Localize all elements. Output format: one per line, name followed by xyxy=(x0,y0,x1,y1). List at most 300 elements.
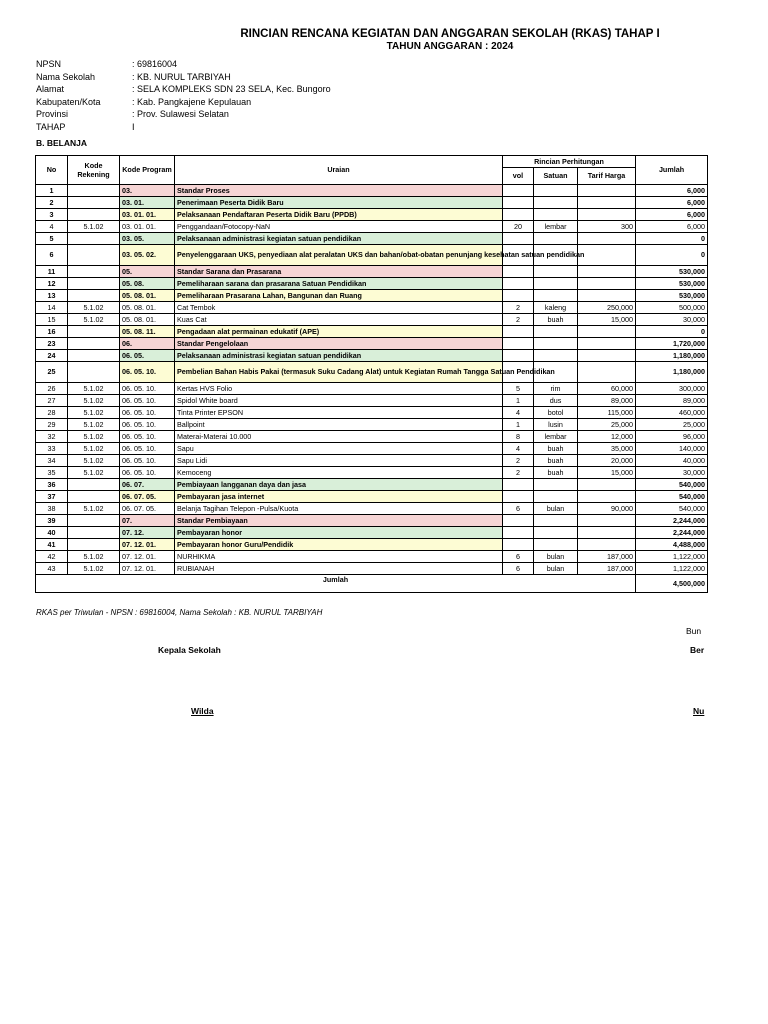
table-row xyxy=(36,527,708,539)
cell-kode-program: 03. 05. xyxy=(120,233,175,245)
cell-tarif: 300 xyxy=(578,221,636,233)
cell-uraian: Belanja Tagihan Telepon -Pulsa/Kuota xyxy=(175,503,503,515)
cell-satuan: buah xyxy=(534,455,578,467)
total-value: 4,500,000 xyxy=(636,575,708,593)
cell-vol xyxy=(503,527,534,539)
cell-satuan: bulan xyxy=(534,563,578,575)
cell-vol xyxy=(503,491,534,503)
cell-tarif xyxy=(578,278,636,290)
info-row xyxy=(36,59,436,72)
cell-uraian: Kemoceng xyxy=(175,467,503,479)
cell-tarif xyxy=(578,539,636,551)
cell-uraian: Sapu Lidi xyxy=(175,455,503,467)
cell-vol: 1 xyxy=(503,395,534,407)
cell-no: 37 xyxy=(36,491,68,503)
cell-tarif: 89,000 xyxy=(578,395,636,407)
cell-jumlah: 6,000 xyxy=(636,221,708,233)
cell-kode-program: 06. 05. 10. xyxy=(120,467,175,479)
cell-uraian: Pembayaran honor Guru/Pendidik xyxy=(175,539,503,551)
cell-tarif xyxy=(578,362,636,383)
cell-tarif xyxy=(578,515,636,527)
cell-satuan xyxy=(534,290,578,302)
cell-vol xyxy=(503,266,534,278)
cell-satuan: dus xyxy=(534,395,578,407)
cell-kode-program: 06. 05. xyxy=(120,350,175,362)
cell-no: 26 xyxy=(36,383,68,395)
cell-uraian: Standar Sarana dan Prasarana xyxy=(175,266,503,278)
cell-jumlah: 1,720,000 xyxy=(636,338,708,350)
cell-no: 35 xyxy=(36,467,68,479)
cell-vol: 6 xyxy=(503,503,534,515)
info-label: NPSN xyxy=(36,59,62,69)
cell-vol: 20 xyxy=(503,221,534,233)
cell-jumlah: 530,000 xyxy=(636,266,708,278)
cell-kode-rekening xyxy=(68,326,120,338)
document-title: RINCIAN RENCANA KEGIATAN DAN ANGGARAN SEKOLAH (RKAS) TAHAP I xyxy=(240,28,660,40)
cell-uraian: Kertas HVS Folio xyxy=(175,383,503,395)
table-row xyxy=(36,407,708,419)
cell-vol xyxy=(503,515,534,527)
cell-vol xyxy=(503,209,534,221)
info-value: : SELA KOMPLEKS SDN 23 SELA, Kec. Bungoro xyxy=(132,84,331,94)
cell-satuan: buah xyxy=(534,443,578,455)
signature-right-title: Ber xyxy=(690,645,705,655)
cell-satuan xyxy=(534,338,578,350)
cell-satuan xyxy=(534,527,578,539)
info-value: : Prov. Sulawesi Selatan xyxy=(132,109,229,119)
cell-kode-program: 05. 08. 01. xyxy=(120,314,175,326)
cell-satuan xyxy=(534,350,578,362)
cell-kode-program: 06. 05. 10. xyxy=(120,419,175,431)
info-value: : Kab. Pangkajene Kepulauan xyxy=(132,96,252,107)
cell-tarif: 15,000 xyxy=(578,467,636,479)
cell-satuan xyxy=(534,479,578,491)
cell-kode-rekening: 5.1.02 xyxy=(68,383,120,395)
cell-kode-rekening: 5.1.02 xyxy=(68,443,120,455)
cell-jumlah: 6,000 xyxy=(636,185,708,197)
info-row xyxy=(36,84,436,97)
cell-kode-program: 07. xyxy=(120,515,175,527)
signature-place-date: Bun xyxy=(686,626,702,636)
cell-no: 39 xyxy=(36,515,68,527)
cell-kode-program: 06. 07. 05. xyxy=(120,491,175,503)
cell-kode-rekening: 5.1.02 xyxy=(68,395,120,407)
cell-tarif: 60,000 xyxy=(578,383,636,395)
cell-satuan xyxy=(534,515,578,527)
cell-uraian: Pengadaan alat permainan edukatif (APE) xyxy=(175,326,503,338)
cell-kode-rekening xyxy=(68,338,120,350)
cell-kode-program: 06. xyxy=(120,338,175,350)
cell-kode-program: 03. 05. 02. xyxy=(120,245,175,266)
cell-jumlah: 540,000 xyxy=(636,491,708,503)
signature-right-name: Nu xyxy=(693,706,705,716)
signature-left-name: Wilda xyxy=(191,706,214,716)
cell-jumlah: 530,000 xyxy=(636,290,708,302)
cell-no: 38 xyxy=(36,503,68,515)
header-kode-program: Kode Program xyxy=(120,156,175,185)
cell-kode-rekening xyxy=(68,185,120,197)
cell-kode-program: 05. 08. 11. xyxy=(120,326,175,338)
cell-uraian: Pembayaran honor xyxy=(175,527,503,539)
cell-satuan: bulan xyxy=(534,503,578,515)
table-row xyxy=(36,431,708,443)
table-row xyxy=(36,503,708,515)
header-uraian: Uraian xyxy=(175,156,503,185)
cell-tarif xyxy=(578,245,636,266)
cell-tarif xyxy=(578,350,636,362)
cell-uraian: Standar Proses xyxy=(175,185,503,197)
cell-vol xyxy=(503,539,534,551)
cell-uraian: RUBIANAH xyxy=(175,563,503,575)
cell-no: 40 xyxy=(36,527,68,539)
cell-jumlah: 2,244,000 xyxy=(636,527,708,539)
cell-satuan: lembar xyxy=(534,221,578,233)
cell-satuan xyxy=(534,326,578,338)
cell-tarif: 115,000 xyxy=(578,407,636,419)
cell-kode-rekening xyxy=(68,527,120,539)
cell-uraian: Sapu xyxy=(175,443,503,455)
school-info xyxy=(36,59,436,134)
cell-jumlah: 2,244,000 xyxy=(636,515,708,527)
cell-tarif xyxy=(578,527,636,539)
cell-no: 11 xyxy=(36,266,68,278)
cell-uraian: Penyelenggaraan UKS, penyediaan alat peralatan UKS dan bahan/obat-obatan penunjang kesehatan satuan pendidikan xyxy=(175,245,503,266)
cell-tarif: 187,000 xyxy=(578,563,636,575)
cell-tarif: 187,000 xyxy=(578,551,636,563)
cell-jumlah: 540,000 xyxy=(636,479,708,491)
cell-no: 34 xyxy=(36,455,68,467)
table-row xyxy=(36,383,708,395)
cell-vol xyxy=(503,479,534,491)
cell-no: 3 xyxy=(36,209,68,221)
cell-jumlah: 40,000 xyxy=(636,455,708,467)
table-row xyxy=(36,419,708,431)
cell-satuan: kaleng xyxy=(534,302,578,314)
cell-satuan: rim xyxy=(534,383,578,395)
cell-kode-rekening xyxy=(68,197,120,209)
cell-vol xyxy=(503,290,534,302)
cell-kode-program: 06. 07. xyxy=(120,479,175,491)
cell-jumlah: 96,000 xyxy=(636,431,708,443)
cell-jumlah: 6,000 xyxy=(636,197,708,209)
cell-satuan xyxy=(534,233,578,245)
cell-vol xyxy=(503,338,534,350)
cell-uraian: Pembiayaan langganan daya dan jasa xyxy=(175,479,503,491)
table-row xyxy=(36,314,708,326)
cell-no: 36 xyxy=(36,479,68,491)
cell-kode-rekening xyxy=(68,362,120,383)
cell-kode-rekening: 5.1.02 xyxy=(68,221,120,233)
cell-satuan xyxy=(534,266,578,278)
cell-no: 16 xyxy=(36,326,68,338)
cell-vol: 2 xyxy=(503,467,534,479)
cell-tarif: 25,000 xyxy=(578,419,636,431)
cell-jumlah: 460,000 xyxy=(636,407,708,419)
cell-kode-program: 06. 05. 10. xyxy=(120,407,175,419)
cell-no: 29 xyxy=(36,419,68,431)
cell-no: 1 xyxy=(36,185,68,197)
cell-tarif xyxy=(578,479,636,491)
cell-tarif xyxy=(578,338,636,350)
table-row xyxy=(36,233,708,245)
section-label: B. BELANJA xyxy=(36,138,88,148)
cell-vol: 2 xyxy=(503,314,534,326)
cell-vol xyxy=(503,233,534,245)
cell-uraian: Pembayaran jasa internet xyxy=(175,491,503,503)
cell-tarif: 35,000 xyxy=(578,443,636,455)
info-row xyxy=(36,109,436,122)
table-row xyxy=(36,443,708,455)
cell-jumlah: 89,000 xyxy=(636,395,708,407)
info-label: Kabupaten/Kota xyxy=(36,96,101,107)
cell-kode-rekening: 5.1.02 xyxy=(68,419,120,431)
cell-tarif: 20,000 xyxy=(578,455,636,467)
cell-no: 28 xyxy=(36,407,68,419)
cell-kode-program: 05. 08. xyxy=(120,278,175,290)
cell-no: 2 xyxy=(36,197,68,209)
cell-kode-rekening xyxy=(68,479,120,491)
cell-uraian: Pemeliharaan Prasarana Lahan, Bangunan dan Ruang xyxy=(175,290,503,302)
cell-tarif: 250,000 xyxy=(578,302,636,314)
cell-vol xyxy=(503,197,534,209)
table-row xyxy=(36,197,708,209)
cell-uraian: Pelaksanaan Pendaftaran Peserta Didik Baru (PPDB) xyxy=(175,209,503,221)
cell-satuan xyxy=(534,197,578,209)
cell-uraian: Pelaksanaan administrasi kegiatan satuan pendidikan xyxy=(175,350,503,362)
cell-kode-program: 06. 05. 10. xyxy=(120,383,175,395)
cell-uraian: Tinta Printer EPSON xyxy=(175,407,503,419)
info-value: I xyxy=(132,121,135,132)
cell-jumlah: 1,180,000 xyxy=(636,350,708,362)
cell-no: 25 xyxy=(36,362,68,383)
cell-tarif xyxy=(578,326,636,338)
cell-vol: 4 xyxy=(503,407,534,419)
cell-vol: 2 xyxy=(503,455,534,467)
cell-vol: 6 xyxy=(503,551,534,563)
cell-satuan xyxy=(534,539,578,551)
cell-kode-rekening: 5.1.02 xyxy=(68,431,120,443)
cell-kode-program: 06. 05. 10. xyxy=(120,395,175,407)
cell-kode-rekening xyxy=(68,290,120,302)
cell-vol xyxy=(503,278,534,290)
info-row xyxy=(36,72,436,85)
table-row xyxy=(36,491,708,503)
cell-no: 42 xyxy=(36,551,68,563)
cell-kode-rekening: 5.1.02 xyxy=(68,314,120,326)
cell-jumlah: 1,180,000 xyxy=(636,362,708,383)
cell-vol xyxy=(503,326,534,338)
cell-jumlah: 25,000 xyxy=(636,419,708,431)
cell-kode-rekening xyxy=(68,515,120,527)
cell-tarif xyxy=(578,197,636,209)
cell-jumlah: 30,000 xyxy=(636,467,708,479)
cell-kode-program: 03. 01. 01. xyxy=(120,209,175,221)
cell-kode-program: 03. xyxy=(120,185,175,197)
cell-satuan: buah xyxy=(534,314,578,326)
cell-jumlah: 140,000 xyxy=(636,443,708,455)
cell-kode-rekening: 5.1.02 xyxy=(68,455,120,467)
table-row xyxy=(36,362,708,383)
cell-no: 6 xyxy=(36,245,68,266)
table-row xyxy=(36,209,708,221)
cell-kode-program: 07. 12. 01. xyxy=(120,563,175,575)
table-row xyxy=(36,551,708,563)
header-satuan: Satuan xyxy=(534,168,578,185)
table-row xyxy=(36,563,708,575)
cell-kode-program: 07. 12. 01. xyxy=(120,551,175,563)
cell-tarif: 12,000 xyxy=(578,431,636,443)
header-kode-rekening: Kode Rekening xyxy=(68,156,120,185)
cell-jumlah: 530,000 xyxy=(636,278,708,290)
table-row xyxy=(36,290,708,302)
table-row xyxy=(36,395,708,407)
table-row xyxy=(36,467,708,479)
cell-satuan: buah xyxy=(534,467,578,479)
header-vol: vol xyxy=(503,168,534,185)
footnote: RKAS per Triwulan - NPSN : 69816004, Nama Sekolah : KB. NURUL TARBIYAH xyxy=(36,608,323,617)
cell-no: 15 xyxy=(36,314,68,326)
cell-kode-program: 07. 12. xyxy=(120,527,175,539)
cell-satuan xyxy=(534,185,578,197)
table-row xyxy=(36,266,708,278)
cell-tarif xyxy=(578,233,636,245)
cell-satuan xyxy=(534,491,578,503)
cell-jumlah: 0 xyxy=(636,245,708,266)
info-row xyxy=(36,122,436,135)
header-tarif: Tarif Harga xyxy=(578,168,636,185)
info-value: : 69816004 xyxy=(132,59,178,69)
cell-jumlah: 1,122,000 xyxy=(636,551,708,563)
table-row xyxy=(36,539,708,551)
cell-satuan xyxy=(534,278,578,290)
cell-uraian: Penerimaan Peserta Didik Baru xyxy=(175,197,503,209)
header-jumlah: Jumlah xyxy=(636,156,708,185)
cell-no: 4 xyxy=(36,221,68,233)
document-subtitle: TAHUN ANGGARAN : 2024 xyxy=(386,41,514,52)
info-label: Alamat xyxy=(36,84,65,94)
cell-no: 32 xyxy=(36,431,68,443)
cell-satuan: lembar xyxy=(534,431,578,443)
cell-kode-program: 03. 01. xyxy=(120,197,175,209)
info-row xyxy=(36,97,436,110)
cell-kode-program: 06. 05. 10. xyxy=(120,431,175,443)
cell-tarif xyxy=(578,491,636,503)
info-label: TAHAP xyxy=(36,121,66,132)
cell-satuan: lusin xyxy=(534,419,578,431)
cell-kode-rekening: 5.1.02 xyxy=(68,563,120,575)
cell-uraian: Materai-Materai 10.000 xyxy=(175,431,503,443)
table-row xyxy=(36,515,708,527)
cell-tarif xyxy=(578,209,636,221)
cell-no: 41 xyxy=(36,539,68,551)
cell-kode-rekening xyxy=(68,539,120,551)
cell-kode-rekening xyxy=(68,491,120,503)
cell-kode-rekening: 5.1.02 xyxy=(68,503,120,515)
cell-vol xyxy=(503,185,534,197)
cell-kode-rekening: 5.1.02 xyxy=(68,302,120,314)
cell-uraian: Pemeliharaan sarana dan prasarana Satuan Pendidikan xyxy=(175,278,503,290)
cell-kode-rekening xyxy=(68,209,120,221)
rkas-table xyxy=(35,155,708,593)
cell-satuan xyxy=(534,209,578,221)
table-row xyxy=(36,302,708,314)
cell-uraian: Ballpoint xyxy=(175,419,503,431)
cell-uraian: Pelaksanaan administrasi kegiatan satuan pendidikan xyxy=(175,233,503,245)
cell-vol xyxy=(503,350,534,362)
cell-kode-program: 06. 07. 05. xyxy=(120,503,175,515)
cell-kode-rekening: 5.1.02 xyxy=(68,467,120,479)
cell-vol: 8 xyxy=(503,431,534,443)
cell-no: 5 xyxy=(36,233,68,245)
cell-uraian: Kuas Cat xyxy=(175,314,503,326)
cell-tarif xyxy=(578,185,636,197)
cell-kode-rekening xyxy=(68,266,120,278)
cell-no: 12 xyxy=(36,278,68,290)
cell-no: 23 xyxy=(36,338,68,350)
cell-vol: 1 xyxy=(503,419,534,431)
header-no: No xyxy=(36,156,68,185)
cell-vol: 6 xyxy=(503,563,534,575)
cell-tarif: 15,000 xyxy=(578,314,636,326)
cell-kode-rekening xyxy=(68,278,120,290)
cell-uraian: Spidol White board xyxy=(175,395,503,407)
cell-no: 33 xyxy=(36,443,68,455)
cell-jumlah: 500,000 xyxy=(636,302,708,314)
table-row xyxy=(36,278,708,290)
table-row xyxy=(36,326,708,338)
cell-satuan: bulan xyxy=(534,551,578,563)
cell-kode-rekening xyxy=(68,233,120,245)
info-value: : KB. NURUL TARBIYAH xyxy=(132,71,231,82)
cell-kode-program: 06. 05. 10. xyxy=(120,443,175,455)
table-row xyxy=(36,350,708,362)
cell-no: 27 xyxy=(36,395,68,407)
cell-jumlah: 4,488,000 xyxy=(636,539,708,551)
cell-uraian: Pembelian Bahan Habis Pakai (termasuk Suku Cadang Alat) untuk Kegiatan Rumah Tangga Satuan Pendidikan xyxy=(175,362,503,383)
cell-kode-program: 06. 05. 10. xyxy=(120,455,175,467)
cell-jumlah: 300,000 xyxy=(636,383,708,395)
table-row xyxy=(36,338,708,350)
info-label: Nama Sekolah xyxy=(36,71,96,82)
cell-tarif xyxy=(578,290,636,302)
cell-uraian: Standar Pengelolaan xyxy=(175,338,503,350)
cell-jumlah: 1,122,000 xyxy=(636,563,708,575)
cell-jumlah: 0 xyxy=(636,233,708,245)
cell-kode-rekening: 5.1.02 xyxy=(68,407,120,419)
cell-uraian: NURHIKMA xyxy=(175,551,503,563)
cell-satuan: botol xyxy=(534,407,578,419)
cell-kode-program: 06. 05. 10. xyxy=(120,362,175,383)
cell-uraian: Penggandaan/Fotocopy-NaN xyxy=(175,221,503,233)
cell-vol: 4 xyxy=(503,443,534,455)
cell-jumlah: 6,000 xyxy=(636,209,708,221)
header-rincian: Rincian Perhitungan xyxy=(503,156,636,168)
cell-no: 24 xyxy=(36,350,68,362)
signature-left-title: Kepala Sekolah xyxy=(158,645,221,655)
table-row xyxy=(36,479,708,491)
info-label: Provinsi xyxy=(36,109,69,119)
table-row xyxy=(36,185,708,197)
table-row xyxy=(36,455,708,467)
total-label: Jumlah xyxy=(36,575,636,593)
cell-uraian: Cat Tembok xyxy=(175,302,503,314)
cell-tarif xyxy=(578,266,636,278)
cell-vol: 5 xyxy=(503,383,534,395)
cell-no: 43 xyxy=(36,563,68,575)
cell-tarif: 90,000 xyxy=(578,503,636,515)
cell-no: 13 xyxy=(36,290,68,302)
table-row xyxy=(36,245,708,266)
